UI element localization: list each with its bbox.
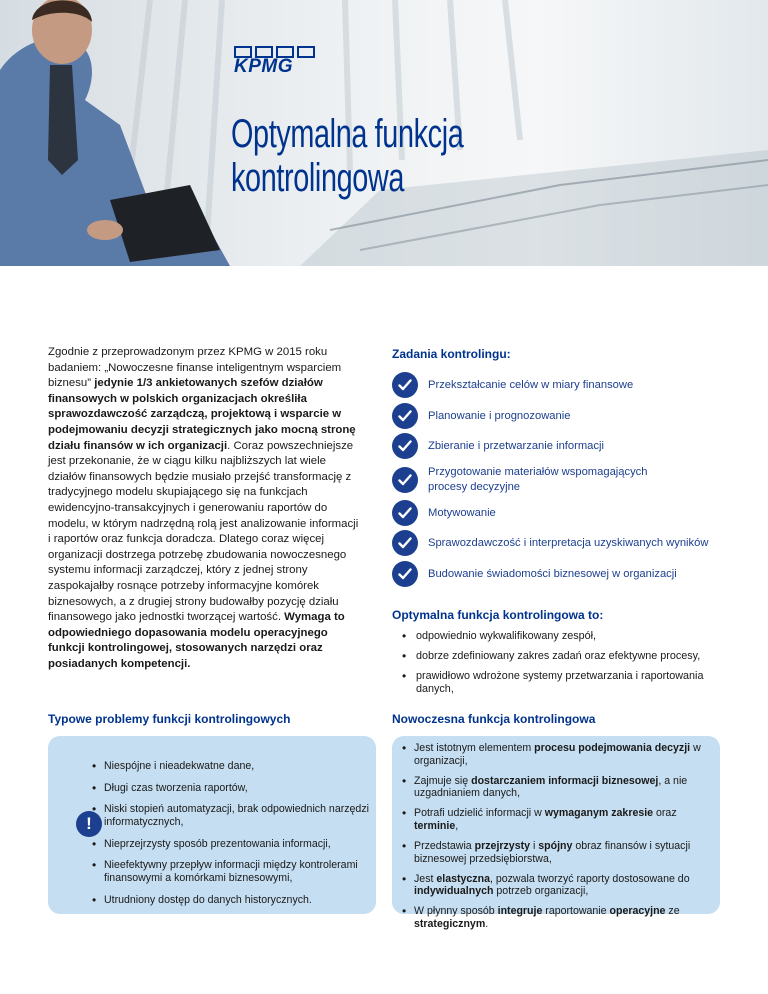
check-icon (392, 530, 418, 556)
list-item: • Długi czas tworzenia raportów, (92, 782, 372, 795)
item-text: Jest istotnym elementem (414, 742, 535, 754)
item-text: Potrafi udzielić informacji w (414, 807, 545, 820)
intro-text: . Coraz powszechniejsze jest przekonanie, że w ciągu kilku najbliższych lat wiele działów finansowych będzie musiało przejść transformację z tradycyjnego modelu skupiającego się na funkcjach ewidencyjno-transakcyjnych i generowaniu raportów do modelu, w którym nadrzędną rolą jest analizowanie informacji i raportów oraz funkcja doradcza. Dlatego coraz więcej organizacji dostrzega potrzebę zbudowania nowoczesnego systemu informacji zarządczej, który z jednej strony zaspokajałby rosnące potrzeby informacyjne komórek biznesowych, a z drugiej strony budowałby pozycję działu finansowego jako jednostki tworzącej wartość. (48, 439, 359, 624)
problems-heading: Typowe problemy funkcji kontrolingowych (48, 712, 291, 726)
optimal-list (402, 630, 732, 703)
emphasis-text: dostarczaniem informacji biznesowej (471, 774, 659, 787)
item-text: oraz (653, 807, 677, 820)
emphasis-text: operacyjne (609, 905, 666, 918)
list-item: • Utrudniony dostęp do danych historycznych. (92, 894, 372, 907)
task-label: Budowanie świadomości biznesowej w organizacji (428, 567, 677, 580)
item-text: Przedstawia (414, 840, 475, 853)
list-item: • prawidłowo wdrożone systemy przetwarzania i raportowania danych, (402, 670, 732, 696)
item-text: raportowanie (542, 905, 610, 918)
intro-bold-text: Wymaga to odpowiedniego dopasowania modelu operacyjnego funkcji kontrolingowej, stosowanych narzędzi oraz posiadanych kompetencji. (48, 611, 345, 670)
item-text: . (485, 918, 489, 931)
modern-heading: Nowoczesna funkcja kontrolingowa (392, 712, 596, 726)
item-text: potrzeb organizacji, (493, 885, 589, 898)
emphasis-text: procesu podejmowania decyzji (534, 742, 691, 754)
task-item (392, 528, 732, 559)
task-item (392, 498, 732, 529)
modern-box (392, 736, 720, 931)
intro-paragraph (48, 345, 360, 672)
list-item (402, 873, 714, 898)
tasks-list (392, 370, 732, 589)
emphasis-text: spójny (538, 840, 573, 853)
emphasis-text: wymaganym zakresie (544, 807, 654, 820)
list-item (402, 742, 714, 767)
modern-list (402, 742, 714, 938)
emphasis-text: przejrzysty (474, 840, 531, 853)
check-icon (392, 433, 418, 459)
emphasis-text: terminie (414, 819, 456, 832)
task-item (392, 462, 732, 498)
list-item: • Nieefektywny przepływ informacji między kontrolerami finansowymi a komórkami biznesowymi, (92, 859, 372, 885)
task-label: Motywowanie (428, 506, 496, 519)
task-item (392, 431, 732, 462)
problems-list (92, 760, 372, 915)
intro-bold-text: jedynie 1/3 ankietowanych szefów działów finansowych w polskich organizacjach określiła sprawozdawczość zarządczą, projektową i wsparcie w podejmowaniu decyzji strategicznych jako mocną stronę działu finansów w ich organizacji (48, 377, 356, 452)
item-text: Jest (414, 872, 437, 885)
list-item: • Niespójne i nieadekwatne dane, (92, 760, 372, 773)
list-item: • Niski stopień automatyzacji, brak odpowiednich narzędzi informatycznych, (92, 803, 372, 829)
check-icon (392, 561, 418, 587)
emphasis-text: strategicznym (414, 918, 486, 931)
list-item (402, 840, 714, 865)
kpmg-logo (234, 46, 316, 78)
task-item (392, 370, 732, 401)
item-text: i (530, 840, 539, 853)
item-text: obraz finansów i sytuacji biznesowej przedsiębiorstwa, (414, 840, 691, 865)
item-text: ze (665, 905, 680, 918)
list-item: • odpowiednio wykwalifikowany zespół, (402, 630, 732, 643)
list-item: • Nieprzejrzysty sposób prezentowania informacji, (92, 838, 372, 851)
check-icon (392, 467, 418, 493)
exclamation-icon: ! (76, 811, 102, 837)
optimal-heading: Optymalna funkcja kontrolingowa to: (392, 608, 604, 622)
item-text: Zajmuje się (414, 774, 472, 787)
problems-box (48, 736, 376, 914)
task-item (392, 559, 732, 590)
list-item (402, 905, 714, 930)
check-icon (392, 403, 418, 429)
check-icon (392, 372, 418, 398)
task-label: Przekształcanie celów w miary finansowe (428, 379, 634, 391)
task-label: Przygotowanie materiałów wspomagających procesy decyzyjne (428, 466, 648, 493)
list-item (402, 807, 714, 832)
intro-text: Zgodnie z przeprowadzonym przez KPMG w 2015 roku badaniem: „Nowoczesne finanse inteligentnym wsparciem biznesu” (48, 346, 342, 390)
item-text: W płynny sposób (414, 905, 498, 918)
list-item (402, 775, 714, 800)
logo-text: KPMG (234, 56, 293, 77)
check-icon (392, 500, 418, 526)
item-text: , (455, 819, 459, 832)
task-label: Planowanie i prognozowanie (428, 409, 571, 422)
item-text: , pozwala tworzyć raporty dostosowane do (489, 872, 690, 885)
emphasis-text: integruje (497, 905, 543, 918)
tasks-heading: Zadania kontrolingu: (392, 347, 511, 361)
task-label: Zbieranie i przetwarzanie informacji (428, 440, 604, 452)
task-label: Sprawozdawczość i interpretacja uzyskiwanych wyników (428, 537, 709, 549)
item-text: , a nie uzgadnianiem danych, (414, 774, 688, 800)
hero-banner (0, 0, 768, 266)
emphasis-text: indywidualnych (414, 885, 494, 898)
emphasis-text: elastyczna (436, 872, 490, 885)
task-item (392, 401, 732, 432)
item-text: w organizacji, (414, 742, 701, 767)
list-item: • dobrze zdefiniowany zakres zadań oraz efektywne procesy, (402, 650, 732, 663)
page-title: Optymalna funkcja kontrolingowa (231, 112, 464, 200)
